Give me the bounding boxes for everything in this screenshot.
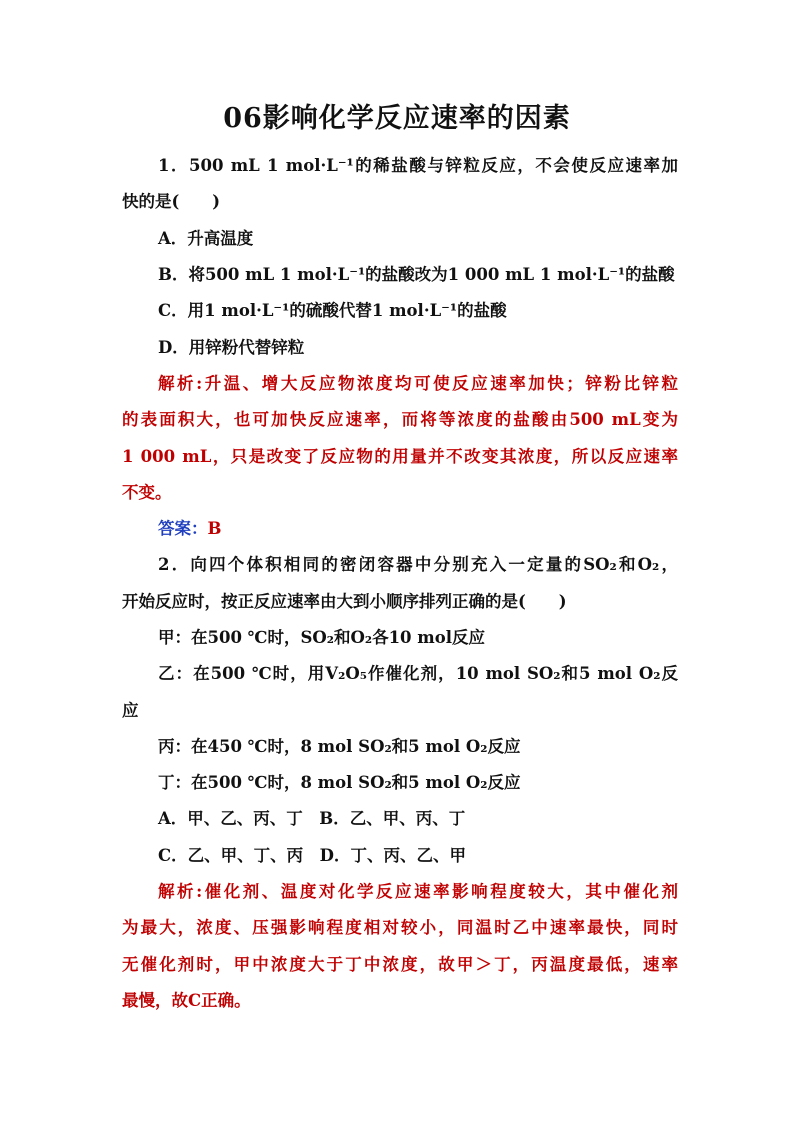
q2-analysis-line1 [158, 881, 678, 903]
q2-analysis-line4: 最慢，故C正确。 [122, 991, 251, 1010]
q1-analysis-line1 [158, 373, 678, 395]
q2-condition-bing: 丙：在450 ℃时，8 mol SO₂和5 mol O₂反应 [158, 737, 521, 756]
q2-options-line1: A．甲、乙、丙、丁 B．乙、甲、丙、丁 [158, 809, 466, 828]
q1-option-d: D．用锌粉代替锌粒 [158, 338, 305, 357]
q1-answer [158, 518, 678, 540]
q2-analysis-line2: 为最大，浓度、压强影响程度相对较小，同温时乙中速率最快，同时 [122, 918, 678, 937]
q1-analysis-line3: 1 000 mL，只是改变了反应物的用量并不改变其浓度，所以反应速率 [122, 447, 678, 466]
q2-options-line2: C．乙、甲、丁、丙 D．丁、丙、乙、甲 [158, 846, 466, 865]
q2-condition-jia: 甲：在500 ℃时，SO₂和O₂各10 mol反应 [158, 628, 486, 647]
q2-analysis-text1: 催化剂、温度对化学反应速率影响程度较大，其中催化剂 [202, 882, 679, 901]
q1-stem-line2: 快的是( ) [122, 192, 221, 211]
q1-option-b: B．将500 mL 1 mol·L⁻¹的盐酸改为1 000 mL 1 mol·L⁻¹的盐酸 [158, 265, 675, 284]
q2-analysis-label: 解析: [158, 882, 203, 901]
q1-stem-line1: 1．500 mL 1 mol·L⁻¹的稀盐酸与锌粒反应，不会使反应速率加 [158, 156, 678, 175]
q1-option-c: C．用1 mol·L⁻¹的硫酸代替1 mol·L⁻¹的盐酸 [158, 301, 507, 320]
q2-condition-yi-line1: 乙：在500 ℃时，用V₂O₅作催化剂，10 mol SO₂和5 mol O₂反 [158, 664, 678, 683]
q1-answer-value: B [207, 519, 222, 538]
q1-option-a: A．升高温度 [158, 229, 254, 248]
q1-analysis-label: 解析: [158, 374, 203, 393]
q1-answer-label: 答案： [158, 519, 208, 538]
q2-analysis-line3: 无催化剂时，甲中浓度大于丁中浓度，故甲＞丁，丙温度最低，速率 [122, 955, 678, 974]
q1-analysis-line4: 不变。 [122, 483, 172, 502]
q2-condition-ding: 丁：在500 ℃时，8 mol SO₂和5 mol O₂反应 [158, 773, 521, 792]
q1-analysis-text1: 升温、增大反应物浓度均可使反应速率加快；锌粉比锌粒 [202, 374, 679, 393]
page-title: 06影响化学反应速率的因素 [223, 103, 571, 134]
q2-stem-line1: 2．向四个体积相同的密闭容器中分别充入一定量的SO₂和O₂， [158, 555, 678, 574]
q2-condition-yi-line2: 应 [122, 701, 139, 720]
q1-analysis-line2: 的表面积大，也可加快反应速率，而将等浓度的盐酸由500 mL变为 [122, 410, 678, 429]
q2-stem-line2: 开始反应时，按正反应速率由大到小顺序排列正确的是( ) [122, 592, 567, 611]
